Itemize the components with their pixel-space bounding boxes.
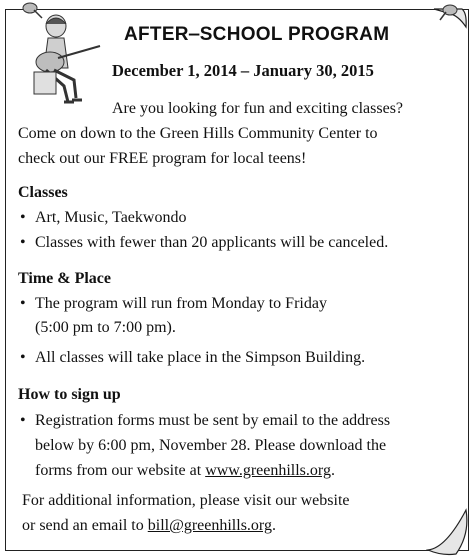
bullet-icon: • [20, 234, 26, 251]
page-curl-bottom-right [426, 508, 472, 556]
bullet-icon: • [20, 295, 26, 312]
program-title: AFTER‒SCHOOL PROGRAM [124, 24, 390, 45]
program-dates: December 1, 2014 ‒ January 30, 2015 [112, 61, 374, 80]
intro-paragraph [18, 96, 458, 171]
signup-heading: How to sign up [18, 386, 121, 403]
pushpin-icon [436, 2, 462, 24]
list-item: • Art, Music, Taekwondo [20, 206, 186, 230]
signup-item: • Registration forms must be sent by email to the address below by 6:00 pm, November 28. Please download the forms from our website at www.greenhills.org. [20, 408, 460, 483]
list-item: • All classes will take place in the Simpson Building. [20, 346, 365, 370]
intro-line: Come on down to the Green Hills Community Center to [18, 125, 378, 142]
bullet-icon: • [20, 349, 26, 366]
bullet-icon: • [20, 209, 26, 226]
guitar-player-illustration [24, 10, 102, 108]
website-link[interactable]: www.greenhills.org [205, 462, 331, 479]
classes-heading: Classes [18, 184, 68, 201]
footer-text: For additional information, please visit our website or send an email to bill@greenhills.org. [22, 492, 350, 534]
time-place-heading: Time & Place [18, 270, 112, 287]
intro-line: check out our FREE program for local teens! [18, 150, 307, 167]
intro-line: Are you looking for fun and exciting classes? [112, 100, 404, 117]
list-item: • The program will run from Monday to Friday (5:00 pm to 7:00 pm). [20, 292, 327, 340]
email-link[interactable]: bill@greenhills.org [147, 517, 272, 534]
list-item: • Classes with fewer than 20 applicants will be canceled. [20, 231, 388, 255]
bullet-icon: • [20, 412, 26, 429]
